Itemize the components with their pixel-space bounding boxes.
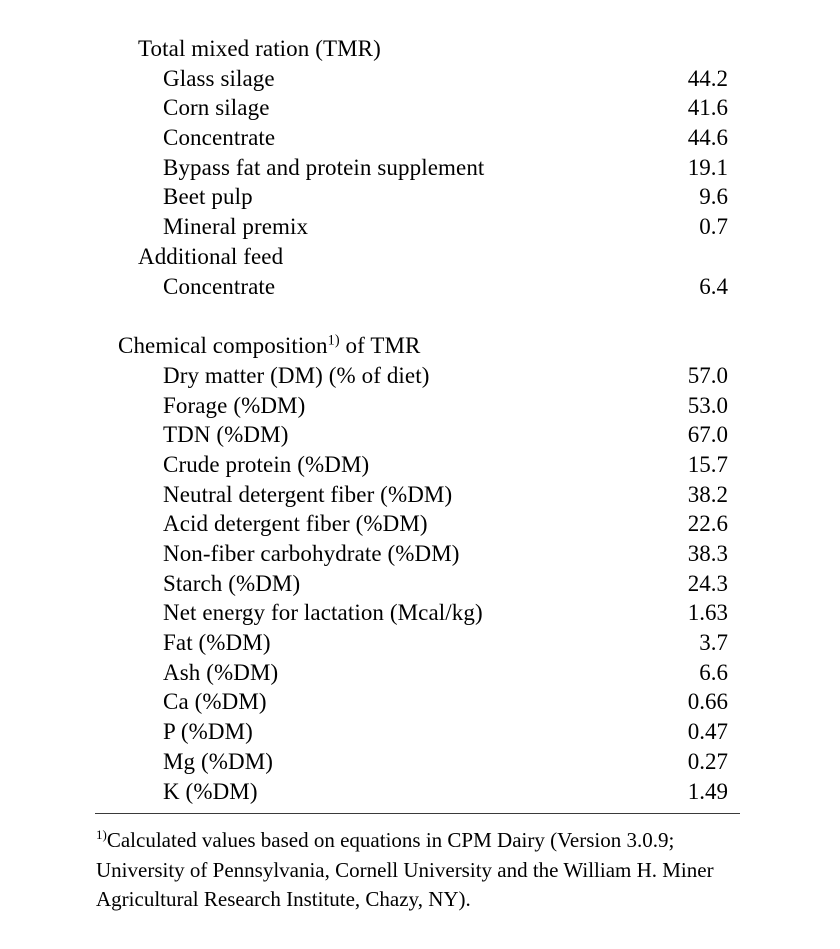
footnote-line: University of Pennsylvania, Cornell University and the William H. Miner	[96, 857, 714, 882]
table-row	[95, 212, 740, 242]
row-label: Fat (%DM)	[163, 630, 271, 656]
row-value: 6.4	[699, 273, 728, 299]
table-row-section-heading	[95, 34, 740, 64]
row-label: Forage (%DM)	[163, 392, 306, 418]
row-value: 44.6	[687, 125, 728, 151]
row-label: Acid detergent fiber (%DM)	[163, 511, 428, 537]
table-footnote	[96, 826, 742, 915]
heading-text-prefix: Chemical composition	[118, 333, 328, 359]
table-row	[95, 777, 740, 807]
table-row	[95, 509, 740, 539]
row-label: Beet pulp	[163, 184, 253, 210]
row-value: 24.3	[687, 570, 728, 596]
table-row	[95, 480, 740, 510]
row-label: Starch (%DM)	[163, 570, 301, 596]
row-value: 0.66	[687, 689, 728, 715]
table-row	[95, 569, 740, 599]
table-row	[95, 93, 740, 123]
row-value: 0.27	[687, 748, 728, 774]
table-row	[95, 123, 740, 153]
footnote-marker-superscript: 1)	[327, 332, 340, 349]
table-row	[95, 539, 740, 569]
row-label: Bypass fat and protein supplement	[163, 154, 485, 180]
row-value: 3.7	[699, 630, 728, 656]
row-value: 19.1	[687, 154, 728, 180]
row-value: 0.7	[699, 214, 728, 240]
row-label: Concentrate	[163, 125, 276, 151]
row-value: 6.6	[699, 659, 728, 685]
row-label: Concentrate	[163, 273, 276, 299]
row-label: TDN (%DM)	[163, 422, 289, 448]
row-label: Net energy for lactation (Mcal/kg)	[163, 600, 483, 626]
row-label: Additional feed	[138, 243, 284, 269]
row-value: 67.0	[687, 422, 728, 448]
row-label: Crude protein (%DM)	[163, 451, 370, 477]
row-label: Corn silage	[163, 95, 270, 121]
row-value: 38.2	[687, 481, 728, 507]
table-row-section-heading	[95, 242, 740, 272]
footnote-line: Agricultural Research Institute, Chazy, NY).	[96, 887, 471, 911]
row-label: Total mixed ration (TMR)	[138, 36, 381, 61]
table-row	[95, 747, 740, 777]
table-row	[95, 64, 740, 94]
row-label: Ash (%DM)	[163, 659, 279, 685]
row-spacer	[95, 301, 740, 331]
row-label: Non-fiber carbohydrate (%DM)	[163, 541, 460, 566]
footnote-line	[96, 826, 742, 856]
table-row	[95, 391, 740, 421]
row-label: Glass silage	[163, 65, 275, 91]
heading-text-suffix: of TMR	[339, 333, 421, 359]
footnote-marker-superscript: 1)	[96, 827, 107, 842]
row-value: 41.6	[687, 95, 728, 121]
row-value: 0.47	[687, 719, 728, 745]
row-value: 9.6	[699, 184, 728, 210]
table-row	[95, 450, 740, 480]
row-label: Neutral detergent fiber (%DM)	[163, 481, 453, 507]
row-label: Mg (%DM)	[163, 748, 274, 774]
row-value: 1.63	[687, 600, 728, 626]
table-row	[95, 628, 740, 658]
row-value: 38.3	[687, 541, 728, 566]
row-value: 22.6	[687, 511, 728, 537]
row-value: 57.0	[687, 362, 728, 388]
table-row	[95, 717, 740, 747]
row-label: Dry matter (DM) (% of diet)	[163, 362, 430, 388]
table-bottom-rule	[95, 813, 740, 814]
row-value: 53.0	[687, 392, 728, 418]
table-row	[95, 272, 740, 302]
row-label: K (%DM)	[163, 778, 258, 804]
table-row	[95, 687, 740, 717]
footnote-line-1-text: Calculated values based on equations in CPM Dairy (Version 3.0.9;	[106, 828, 675, 852]
table-row	[95, 361, 740, 391]
table-row	[95, 598, 740, 628]
row-value: 15.7	[687, 451, 728, 477]
row-value: 44.2	[687, 65, 728, 91]
row-label: Ca (%DM)	[163, 689, 267, 715]
table-row	[95, 658, 740, 688]
table-body	[95, 34, 740, 806]
row-label	[95, 331, 638, 361]
table-row-section-heading	[95, 331, 740, 361]
table-row	[95, 420, 740, 450]
table-row	[95, 182, 740, 212]
row-value: 1.49	[687, 778, 728, 804]
row-label: Mineral premix	[163, 214, 309, 240]
table-row	[95, 153, 740, 183]
row-label: P (%DM)	[163, 719, 253, 745]
